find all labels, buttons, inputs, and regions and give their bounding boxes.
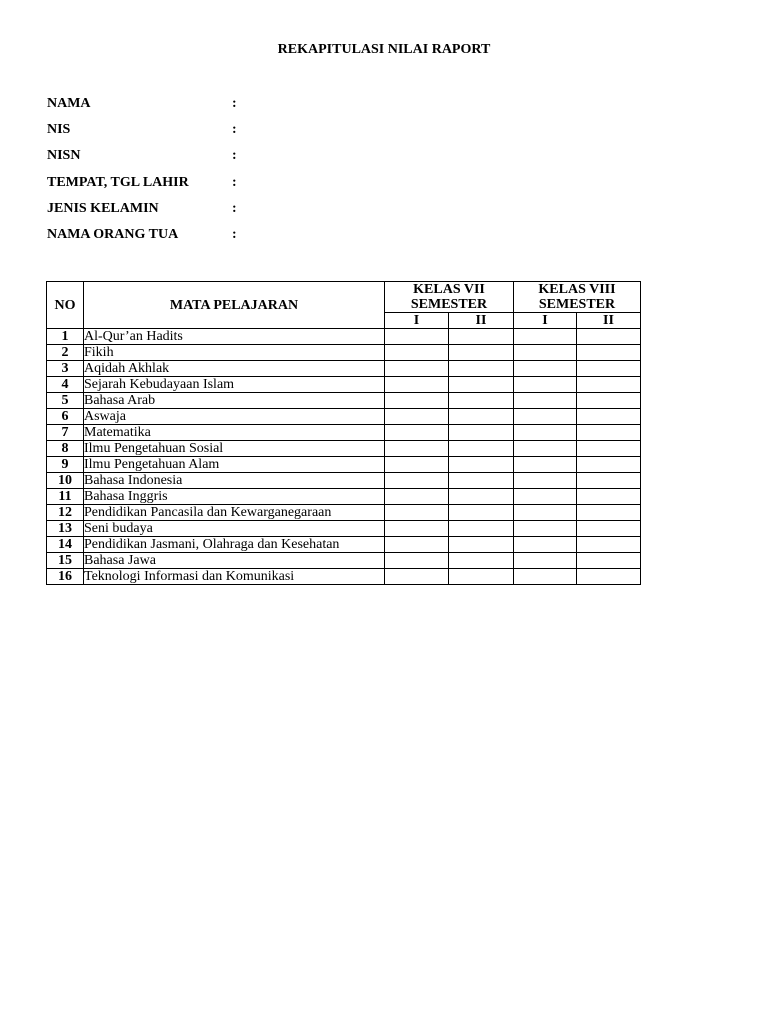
grade-cell-vii-sem-i [385,489,449,505]
subject-name: Aswaja [84,409,385,425]
grade-cell-viii-sem-ii [577,569,641,585]
column-header-subject: MATA PELAJARAN [84,282,385,329]
identity-row-nama [47,94,237,114]
table-row [47,329,641,345]
grade-cell-vii-sem-ii [449,505,514,521]
identity-colon: : [232,96,237,111]
grade-cell-viii-sem-ii [577,473,641,489]
identity-row-nisn [47,146,237,166]
table-row [47,457,641,473]
grade-cell-vii-sem-ii [449,553,514,569]
column-header-kelas-viii: KELAS VIII [514,282,641,298]
table-row [47,489,641,505]
table-row [47,521,641,537]
row-number: 1 [47,329,84,345]
grade-cell-viii-sem-ii [577,537,641,553]
subject-name: Ilmu Pengetahuan Sosial [84,441,385,457]
table-row [47,393,641,409]
grade-cell-vii-sem-i [385,457,449,473]
column-header-no: NO [47,282,84,329]
subject-name: Sejarah Kebudayaan Islam [84,377,385,393]
table-row [47,553,641,569]
grade-cell-vii-sem-i [385,409,449,425]
grade-cell-vii-sem-i [385,345,449,361]
table-row [47,473,641,489]
identity-colon: : [232,122,237,137]
grade-cell-viii-sem-i [514,441,577,457]
identity-colon: : [232,201,237,216]
grade-cell-viii-sem-i [514,537,577,553]
grade-cell-vii-sem-ii [449,489,514,505]
grade-cell-vii-sem-ii [449,457,514,473]
grade-cell-viii-sem-i [514,569,577,585]
subject-name: Matematika [84,425,385,441]
identity-label: NISN [47,148,81,163]
grade-cell-viii-sem-ii [577,409,641,425]
identity-label: NAMA ORANG TUA [47,227,179,242]
grade-cell-vii-sem-i [385,441,449,457]
table-row [47,345,641,361]
row-number: 4 [47,377,84,393]
row-number: 6 [47,409,84,425]
table-row [47,505,641,521]
grade-cell-viii-sem-ii [577,489,641,505]
row-number: 14 [47,537,84,553]
table-row [47,569,641,585]
grade-cell-viii-sem-i [514,361,577,377]
column-header-vii-sem-i: I [385,313,449,329]
grade-cell-viii-sem-i [514,521,577,537]
row-number: 8 [47,441,84,457]
grade-cell-viii-sem-i [514,553,577,569]
grade-cell-viii-sem-i [514,457,577,473]
subject-name: Bahasa Jawa [84,553,385,569]
grade-cell-vii-sem-ii [449,425,514,441]
grade-cell-vii-sem-i [385,569,449,585]
grade-cell-viii-sem-ii [577,441,641,457]
subject-name: Aqidah Akhlak [84,361,385,377]
subject-name: Al-Qur’an Hadits [84,329,385,345]
table-row [47,361,641,377]
grade-cell-viii-sem-i [514,505,577,521]
grade-cell-viii-sem-ii [577,553,641,569]
grade-cell-vii-sem-i [385,505,449,521]
row-number: 5 [47,393,84,409]
grade-cell-viii-sem-ii [577,393,641,409]
identity-row-tempat-tgl-lahir [47,173,237,193]
table-row [47,425,641,441]
grade-cell-vii-sem-i [385,361,449,377]
grade-cell-viii-sem-i [514,489,577,505]
grade-cell-viii-sem-ii [577,521,641,537]
grade-cell-vii-sem-ii [449,409,514,425]
grade-cell-viii-sem-i [514,409,577,425]
table-row [47,537,641,553]
grades-table [46,281,641,585]
grade-cell-vii-sem-i [385,473,449,489]
row-number: 9 [47,457,84,473]
column-header-vii-sem-ii: II [449,313,514,329]
column-header-semester-vii: SEMESTER [385,297,514,313]
grade-cell-viii-sem-i [514,425,577,441]
identity-colon: : [232,175,237,190]
grade-cell-viii-sem-i [514,377,577,393]
grade-cell-vii-sem-ii [449,329,514,345]
column-header-kelas-vii: KELAS VII [385,282,514,298]
subject-name: Fikih [84,345,385,361]
row-number: 7 [47,425,84,441]
header-row [47,282,641,298]
grade-cell-vii-sem-ii [449,377,514,393]
grade-cell-viii-sem-i [514,473,577,489]
identity-label: JENIS KELAMIN [47,201,159,216]
grade-cell-viii-sem-i [514,329,577,345]
grade-cell-viii-sem-ii [577,457,641,473]
subject-name: Bahasa Inggris [84,489,385,505]
grade-cell-vii-sem-i [385,521,449,537]
grade-cell-viii-sem-ii [577,361,641,377]
identity-colon: : [232,227,237,242]
table-row [47,377,641,393]
row-number: 11 [47,489,84,505]
grade-cell-vii-sem-i [385,553,449,569]
column-header-viii-sem-ii: II [577,313,641,329]
subject-name: Bahasa Indonesia [84,473,385,489]
subject-name: Ilmu Pengetahuan Alam [84,457,385,473]
grade-cell-vii-sem-i [385,425,449,441]
grade-cell-viii-sem-ii [577,329,641,345]
grade-cell-vii-sem-i [385,377,449,393]
subject-name: Bahasa Arab [84,393,385,409]
row-number: 12 [47,505,84,521]
row-number: 15 [47,553,84,569]
column-header-semester-viii: SEMESTER [514,297,641,313]
row-number: 3 [47,361,84,377]
grade-cell-vii-sem-ii [449,345,514,361]
identity-label: TEMPAT, TGL LAHIR [47,175,189,190]
grade-cell-vii-sem-ii [449,393,514,409]
grade-cell-vii-sem-ii [449,473,514,489]
subject-name: Seni budaya [84,521,385,537]
identity-label: NIS [47,122,71,137]
grade-cell-vii-sem-i [385,329,449,345]
row-number: 13 [47,521,84,537]
row-number: 16 [47,569,84,585]
subject-name: Pendidikan Jasmani, Olahraga dan Kesehatan [84,537,385,553]
row-number: 2 [47,345,84,361]
row-number: 10 [47,473,84,489]
grade-cell-vii-sem-i [385,393,449,409]
subject-name: Pendidikan Pancasila dan Kewarganegaraan [84,505,385,521]
grade-cell-vii-sem-ii [449,441,514,457]
identity-row-jenis-kelamin [47,199,237,219]
identity-label: NAMA [47,96,91,111]
column-header-viii-sem-i: I [514,313,577,329]
grade-cell-vii-sem-ii [449,521,514,537]
grade-cell-viii-sem-ii [577,377,641,393]
grade-cell-vii-sem-i [385,537,449,553]
grade-cell-viii-sem-ii [577,505,641,521]
page-title: REKAPITULASI NILAI RAPORT [277,42,491,57]
identity-colon: : [232,148,237,163]
grade-cell-vii-sem-ii [449,537,514,553]
identity-row-nama-orang-tua [47,225,237,245]
subject-name: Teknologi Informasi dan Komunikasi [84,569,385,585]
grade-cell-vii-sem-ii [449,361,514,377]
grade-cell-viii-sem-i [514,345,577,361]
grade-cell-viii-sem-ii [577,345,641,361]
grade-cell-viii-sem-i [514,393,577,409]
identity-row-nis [47,120,237,140]
table-row [47,441,641,457]
table-row [47,409,641,425]
grade-cell-viii-sem-ii [577,425,641,441]
grade-cell-vii-sem-ii [449,569,514,585]
